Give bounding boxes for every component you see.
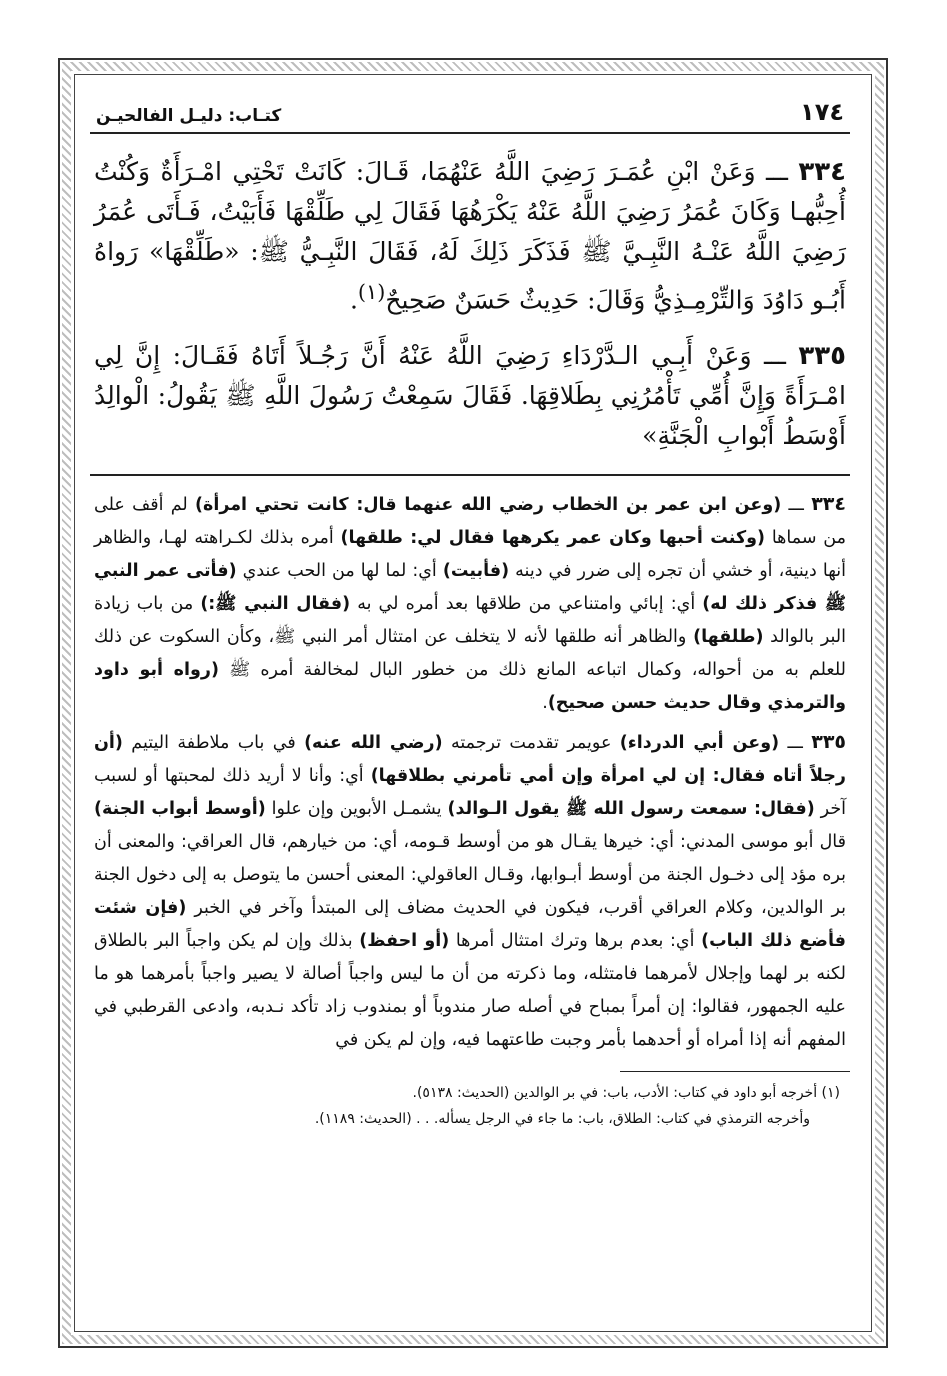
commentary-text: أي: وأنا لا أريد ذلك لمحبتها أو لسبب آخر <box>94 766 846 820</box>
hadith-dash: ـــ <box>751 341 799 371</box>
quoted-text: (فقال النبي ﷺ:) <box>200 594 351 615</box>
commentary-text: بذلك وإن لم يكن واجباً البر بالطلاق لكنه بر لهما وإجلال لأمرهما فامتثله، وما ذكرته من أن ما ليس واجباً أصالة لا يصير واجباً بأمرهما هو ما عليه الجمهور، فقالوا: إن أمراً بمباح في أصله صار مندوباً أو بمندوب زاد تأكد نـدبه، وادعى القرطبي في المفهم أنه إذا أمراه أو أحدهما بأمر وجبت طاعتهما فيه، وإن لم يكن في <box>94 931 846 1051</box>
hadith-number: ٣٣٤ <box>798 157 846 187</box>
quoted-text: (فأبيت) <box>442 561 510 582</box>
commentary-335 <box>94 726 846 1057</box>
commentary-text: أي: لما لها من الحب عندي <box>236 561 443 582</box>
commentary-text: في باب ملاطفة اليتيم <box>122 733 305 754</box>
page-number: ١٧٤ <box>800 98 844 126</box>
quoted-text: (فقال: سمعت رسول الله ﷺ يقول الـوالد) <box>447 799 815 820</box>
footnote-1: (١) أخرجه أبو داود في كتاب: الأدب، باب: في بر الوالدين (الحديث: ٥١٣٨). <box>412 1085 840 1102</box>
commentary-text: قال أبو موسى المدني: أي: خيرها يقـال هو من أوسط قـومه، أي: من خيارهم، قال العراقي: والمعنى أن بره مؤد إلى دخـول الجنة من أوسط أبـوابها، وقـال العاقولي: المعنى أحسن ما يتوصل به إلى دخول الجنة بر الوالدين، وكلام العراقي أقرب، فيكون في الحديث مضاف إلى المبتدأ وآخر في الخبر <box>94 832 846 919</box>
commentary-text: أي: إبائي وامتناعي من طلاقها بعد أمره لي به <box>350 594 703 615</box>
commentary-text: أمره بذلك لكـراهته لهـا، والظاهر أنها دينية، أو خشي أن تجره إلى ضرر في دينه <box>94 528 847 582</box>
commentary-number: ٣٣٥ <box>811 731 847 754</box>
commentary-text: عويمر تقدمت ترجمته <box>442 733 620 754</box>
quoted-text: (أن رجلاً أتاه فقال: إن لي امرأة وإن أمي تأمرني بطلاقها) <box>94 733 847 787</box>
quoted-text: (أوسط أبواب الجنة) <box>94 799 266 820</box>
book-title: كتـاب: دليـل الفالحيـن <box>96 106 282 126</box>
commentary-text: والظاهر أنه طلقها لأنه لا يتخلف عن امتثال أمر النبي ﷺ، وكأن السكوت عن ذلك للعلم به من أحواله، وكمال اتباعه المانع ذلك من خطور البال لمخالفة أمره ﷺ <box>94 627 847 681</box>
hadith-dash: ـــ <box>755 157 799 186</box>
commentary-dash: ـــ <box>779 733 812 754</box>
hadith-text: وَعَنْ ابْنِ عُمَـرَ رَضِيَ اللَّهُ عَنْهُمَا، قَـالَ: كَانَتْ تَحْتِي امْـرَأَةٌ وَكُنْتُ أُحِبُّهـا وَكَانَ عُمَرُ رَضِيَ اللَّهُ عَنْهُ يَكْرَهُهَا فَقَالَ لِي طَلِّقْهَا فَأَبَيْتُ، فَـأَتَى عُمَرُ رَضِيَ اللَّهُ عَنْـهُ النَّبِـيَّ ﷺ فَذَكَرَ ذَلِكَ لَهُ، فَقَالَ النَّبِـيُّ ﷺ: «طَلِّقْهَا» رَواهُ أَبُـو دَاوُدَ وَالتِّرْمِـذِيُّ وَقَالَ: حَدِيثٌ حَسَنٌ صَحِيحٌ <box>94 157 846 315</box>
commentary-text: أي: بعدم برها وترك امتثال أمرها <box>449 931 702 952</box>
hadith-end: . <box>349 285 358 315</box>
hadith-text: وَعَنْ أَبِـي الـدَّرْدَاءِ رَضِيَ اللَّهُ عَنْهُ أَنَّ رَجُـلاً أَتَاهُ فَقَـالَ: إِنَّ لِي امْـرَأَةً وَإِنَّ أُمِّي تَأْمُرُنِي بِطَلاقِهَا. فَقَالَ سَمِعْتُ رَسُولَ اللَّهِ ﷺ يَقُولُ: الْوالِدُ أَوْسَطُ أَبْوابِ الْجَنَّةِ» <box>94 341 846 451</box>
quoted-text: (طلقها) <box>693 627 764 648</box>
commentary-text: من باب زيادة البر بالوالد <box>94 594 846 648</box>
section-divider <box>90 474 850 476</box>
commentary-text: . <box>542 693 548 714</box>
quoted-text: (رواه أبو داود والترمذي وقال حديث حسن صحيح) <box>94 660 846 714</box>
commentary-number: ٣٣٤ <box>811 493 846 516</box>
page-content <box>90 96 850 1132</box>
footnote-ref[interactable]: (١) <box>357 280 386 304</box>
page-header <box>90 96 850 134</box>
quoted-text: (وعن ابن عمر بن الخطاب رضي الله عنهما قال: كانت تحتي امرأة) <box>195 495 782 516</box>
quoted-text: (فأتى عمر النبي ﷺ فذكر ذلك له) <box>94 561 846 615</box>
quoted-text: (وكنت أحبها وكان عمر يكرهها فقال لي: طلقها) <box>340 528 765 549</box>
footnote-divider <box>620 1071 850 1072</box>
commentary-text: لم أقف على من سماها <box>94 495 846 549</box>
hadith-335 <box>94 336 846 456</box>
commentary-text: يشمـل الأبوين وإن علوا <box>265 799 448 820</box>
hadith-number: ٣٣٥ <box>798 341 846 372</box>
commentary-dash: ـــ <box>781 495 812 516</box>
quoted-text: (أو احفظ) <box>359 931 450 952</box>
commentary-334 <box>94 488 846 720</box>
footnote-2: وأخرجه الترمذي في كتاب: الطلاق، باب: ما جاء في الرجل يسأله. . . (الحديث: ١١٨٩). <box>314 1111 810 1128</box>
quoted-text: (فإن شئت فأضع ذلك الباب) <box>94 898 846 952</box>
quoted-text: (رضي الله عنه) <box>304 733 443 754</box>
quoted-text: (وعن أبي الدرداء) <box>619 733 780 754</box>
hadith-334 <box>94 152 846 320</box>
